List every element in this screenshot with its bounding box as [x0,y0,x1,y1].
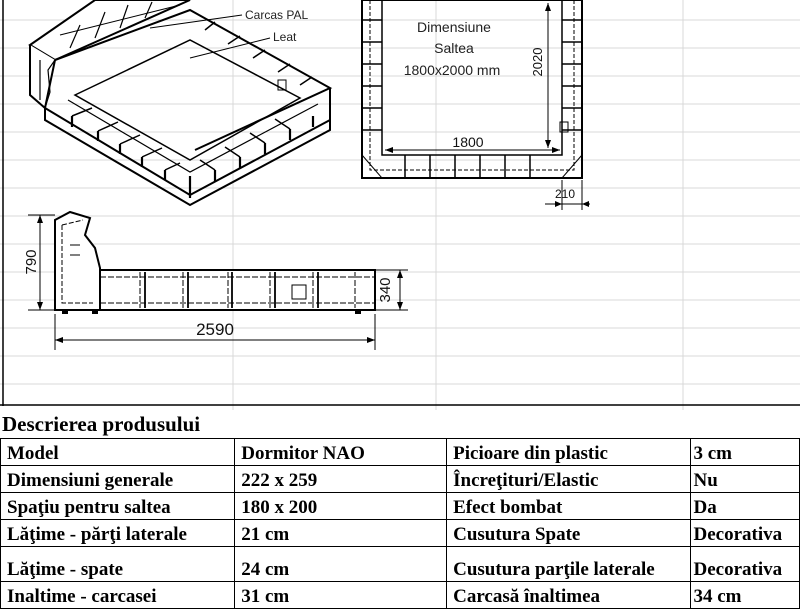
table-row [1,520,800,547]
spec-key: Carcasă înaltimea [447,582,691,609]
spec-key: Lăţime - spate [1,547,235,582]
table-row [1,493,800,520]
table-row [1,439,800,466]
callout-frame: Carcas PAL [245,8,309,22]
spec-key: Picioare din plastic [447,439,691,466]
spec-value: Nu [691,466,800,493]
spec-value: 24 cm [235,547,447,582]
table-row [1,466,800,493]
spec-value: Decorativa [691,547,800,582]
spec-key: Spaţiu pentru saltea [1,493,235,520]
spec-value: 31 cm [235,582,447,609]
table-row [1,547,800,582]
table-row [1,582,800,609]
length-dimension: 2020 [530,47,545,77]
spec-value: 21 cm [235,520,447,547]
spec-key: Cusutura Spate [447,520,691,547]
spec-value: Decorativa [691,520,800,547]
spec-key: Efect bombat [447,493,691,520]
total-length-dimension: 2590 [196,320,234,339]
spec-key: Lăţime - părţi laterale [1,520,235,547]
headboard-height-dimension: 790 [23,249,40,275]
spec-value: 3 cm [691,439,800,466]
spec-key: Încreţituri/Elastic [447,466,691,493]
spec-value: 180 x 200 [235,493,447,520]
spec-key: Dimensiuni generale [1,466,235,493]
width-dimension: 1800 [452,134,484,150]
mattress-label-line1: Dimensiune [417,19,491,35]
spec-key: Model [1,439,235,466]
frame-height-dimension: 340 [377,277,394,303]
spec-key: Inaltime - carcasei [1,582,235,609]
spec-table [0,438,800,609]
mattress-label-line2: Saltea [434,40,474,56]
spec-value: Da [691,493,800,520]
callout-leather: Leat [273,30,297,44]
spec-key: Cusutura parţile laterale [447,547,691,582]
description-title: Descrierea produsului [2,412,201,436]
spec-value: 222 x 259 [235,466,447,493]
spec-value: 34 cm [691,582,800,609]
mattress-label-line3: 1800x2000 mm [403,62,501,78]
spec-value: Dormitor NAO [235,439,447,466]
side-width-dimension: 210 [554,187,576,201]
